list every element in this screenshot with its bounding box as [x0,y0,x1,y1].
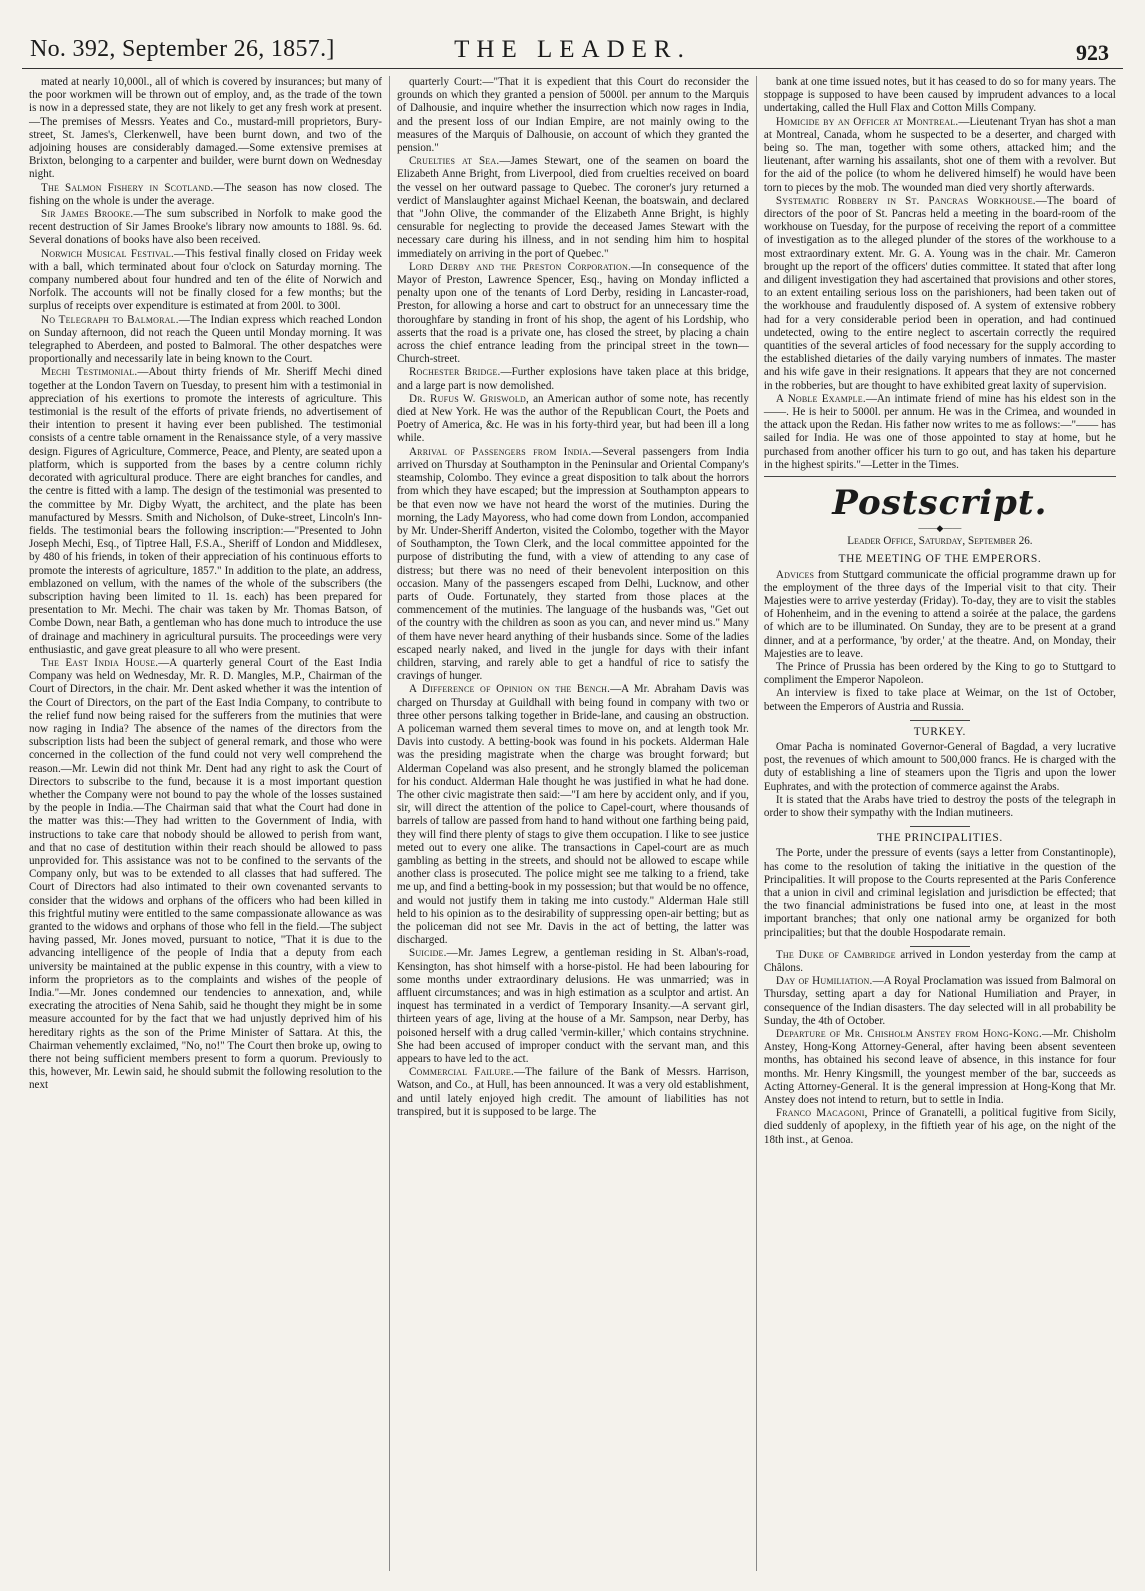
article-lead: The East India House. [41,656,159,669]
article-paragraph [764,794,1116,820]
article-paragraph [29,657,382,1093]
article-lead: Departure of Mr. Chisholm Anstey from Hong-Kong. [775,1028,1042,1040]
article-text: —In consequence of the Mayor of Preston, Lawrence Spencer, Esq., having on Monday inflicted a penalty upon one of the tenants of Lord Derby, residing in Lancaster-road, Preston, for allowing a horse and cart to obstruct for an unnecessary time the thoroughfare by standing in front of his shop, the agent of his Lordship, who asserts that the road is a private one, has closed the street, by placing a chain across the chief entrance leading from the principal street in the town—Church-street. [396,260,749,366]
article-text: mated at nearly 10,000l., all of which is covered by insurances; but many of the poor workmen will be thrown out of employ, and, as the trade of the town is now in a depressed state, they are not likely to get any fresh work at present.—The premises of Messrs. Yeates and Co., mustard-mill proprietors, Bury-street, St. James's, Clerkenwell, have been burnt down, and two of the adjoining houses are considerably damaged.—Some extensive premises at Brixton, belonging to a carpenter and builder, were burnt down on Wednesday night. [29,76,382,181]
article-text: —A quarterly general Court of the East India Company was held on Wednesday, Mr. R. D. Mangles, M.P., Chairman of the Court of Directors, in the chair. Mr. Dent asked whether it was the intention of the Court of Directors, on the part of the East India Company, to contribute to the relief fund now being raised for the sufferers from the mutinies that were now raging in India? The absence of the names of the directors from the subscription lists had been the subject of general remark, and those who were concerned in the collection of the fund could not very well comprehend the reason.—Mr. Lewin did not think Mr. Dent had any right to ask the Court of Directors to subscribe to the fund, because it is a most important question whether the Company were not bound to pay the whole of the losses sustained by the people in India.—The Chairman said that what the Court had done in the matter was this:—They had written to the Government of India, with instructions to take care that nobody should be allowed to perish from want, and that no case of destitution within their reach should be allowed to pass unprovided for. This assistance was not to be confined to the servants of the Company only, but was to be extended to all classes that had suffered. The Court of Directors had also intimated to their own covenanted servants to consider that the widows and orphans of the officers who had been killed in this frightful mutiny were entitled to the same compassionate allowance as was granted to the widows and orphans of those who fell in the field.—The subject having passed, Mr. Jones moved, pursuant to notice, "That it is due to the advancing intelligence of the people of India that a deputy from each university be maintained at the public expense in this country, with a view to inform the proprietors as to the complaints and wishes of the people of India."—Mr. Jones condemned our tendencies to annexation, and, while execrating the atrocities of Nena Sahib, said he thought they might be in some measure accounted for by the fact that we had unjustly deprived him of his hereditary rights as the son of the Prime Minister of Sattara. At this, the Chairman vehemently exclaimed, "No, no!" The Court then broke up, owing to there not being sufficient members present to form a quorum. Previously to this, however, Mr. Lewin said, he should submit the following resolution to the next [29,656,382,1092]
article-text: The Prince of Prussia has been ordered by the King to go to Stuttgard to compliment the Emperor Napoleon. [763,660,1116,687]
article-lead: Suicide. [408,947,447,960]
column-3-end-articles [764,949,1116,1147]
article-text: —An intimate friend of mine has his eldest son in the ——. He is heir to 5000l. per annum. He was in the Crimea, and wounded in the attack upon the Redan. His father now writes to me as follows:—"—— has sailed for India. He was one of those appointed to stay at home, but he purchased from another officer his turn to go out, and has taken his departure in the highest spirits."—Letter in the Times. [763,392,1116,471]
article-lead: Lord Derby and the Preston Corporation. [408,260,631,273]
ornament-icon: ——◆—— [918,523,962,534]
article-paragraph [764,1107,1116,1147]
article-text: —The board of directors of the poor of St. Pancras held a meeting in the board-room of the workhouse on Tuesday, for the purpose of receiving the report of a committee of investigation as to the alleged plunder of the stores of the workhouse to a most extraordinary extent. Mr. G. A. Young was in the chair. Mr. Cameron brought up the report of the officers' duties committee. It stated that after long and diligent investigation they had ascertained that provisions and other stores, to an extent entailing serious loss on the parishioners, had been taken out of the workhouse and fraudulently disposed of. A system of extensive robbery had for a very considerable period been in operation, and had continued undetected, owing to the entire neglect to ascertain correctly the required quantities of the several articles of food necessary for the supply according to the established dietaries of the daily varying numbers of inmates. The master and his wife gave in their resignations. It appears that they are not concerned in the robberies, but are thought to have exhibited great laxity of supervision. [763,194,1116,392]
article-lead: A Noble Example. [775,392,866,405]
article-paragraph [397,1066,749,1119]
article-lead: Homicide by an Officer at Montreal. [775,115,959,128]
article-lead: No Telegraph to Balmoral. [41,313,179,326]
column-1-articles [29,76,382,1093]
column-3-articles [764,76,1116,472]
article-paragraph [764,1028,1116,1107]
article-lead: Mechi Testimonial. [41,366,138,379]
article-paragraph [29,366,382,656]
article-text: —Lieutenant Tryan has shot a man at Montreal, Canada, whom he suspected to be a deserter, and charged with being so. The man, together with some others, attacked him; and the lieutenant, after warning his assailants, shot one of them with a revolver. But for the aid of the police (to whom he delivered himself) he would have been torn to pieces by the mob. The wounded man died very shortly afterwards. [763,115,1116,194]
article-paragraph [764,76,1116,116]
article-paragraph [764,393,1116,472]
section-divider [764,476,1116,477]
article-text: —Mr. James Legrew, a gentleman residing in St. Alban's-road, Kensington, has shot himself with a horse-pistol. He had been labouring for some months under extraordinary delusions. He was unmarried; was in affluent circumstances; and was in high estimation as a sculptor and artist. An inquest has terminated in a verdict of Temporary Insanity.—A servant girl, thirteen years of age, living at the house of a Mr. Sampson, near Derby, has poisoned herself with a drug called 'vermin-killer,' which contains strychnine. She had been accused of improper conduct with the servant man, and this appears to have led to the act. [396,947,749,1066]
article-text: —This festival finally closed on Friday week with a ball, which terminated about four o'clock on Saturday morning. The company numbered about four hundred and ten of the élite of Norwich and Norfolk. The accounts will not be finally closed for a few months; but the surplus of receipts over expenditure is estimated at from 200l. to 300l. [29,247,382,313]
article-text: —James Stewart, one of the seamen on board the Elizabeth Anne Bright, from Liverpool, died from cruelties received on board the vessel on her outward passage to Quebec. The coroner's jury returned a verdict of Manslaughter against Michael Keenan, the boatswain, and declared that "John Olive, the commander of the Elizabeth Anne Bright, is highly censurable for neglecting to provide the deceased James Stewart with the necessary care during his illness, and in not sending him him to hospital immediately on arriving in the port of Quebec." [396,155,749,260]
turkey-heading: TURKEY. [913,725,966,738]
emperors-heading: THE MEETING OF THE EMPERORS. [838,553,1042,566]
article-paragraph [397,446,749,684]
masthead [22,20,1123,69]
emperors-articles [764,569,1116,714]
short-divider [910,946,970,947]
article-paragraph [29,314,382,367]
principalities-articles [764,847,1116,939]
postscript-dateline: Leader Office, Saturday, September 26. [847,535,1033,548]
article-text: —A Mr. Abraham Davis was charged on Thursday at Guildhall with being found in company with two or three other persons talking together in Bride-lane, and causing an obstruction. A policeman warned them several times to move on, and at length took Mr. Davis into custody. A betting-book was found in his pockets. Alderman Hale was the presiding magistrate when the charge was brought forward; but Alderman Copeland was also present, and he strongly blamed the policeman for his conduct. Alderman Hale thought he was justified in what he had done. The other civic magistrate then said:—"I am here by accident only, and if you, sir, will direct the attention of the police to Capel-court, where thousands of barrels of tallow are passed from hand to hand without one farthing being paid, they will find there plenty of stags to give them occupation. I like to see justice meted out to every one alike. The transactions in Capel-court are as much gambling as betting in the streets, and should not be allowed to escape while another class is prosecuted. The police might see me talking to a friend, take me up, and find a betting-book in my possession; but that would be no offence, and would not justify them in taking me into custody." Alderman Hale still held to his opinion as to the desirability of suppressing open-air betting; but as the policeman did not see Mr. Davis in the act of betting, the latter was discharged. [396,683,749,947]
article-paragraph [764,195,1116,393]
article-lead: Advices [775,568,815,581]
article-paragraph [29,208,382,248]
article-text: —Further explosions have taken place at this bridge, and a large part is now demolished. [396,366,749,392]
article-paragraph [29,248,382,314]
article-paragraph [397,261,749,367]
article-text: —A Royal Proclamation was issued from Balmoral on Thursday, setting apart a day for National Humiliation and Prayer, in consequence of the Indian disasters. The day selected will in all probability be Sunday, the 4th of October. [763,975,1116,1027]
article-text: An interview is fixed to take place at Weimar, on the 1st of October, between the Emperors of Austria and Russia. [763,687,1116,713]
article-paragraph [764,116,1116,195]
turkey-articles [764,741,1116,820]
article-paragraph [764,569,1116,661]
article-paragraph [397,683,749,947]
article-text: Prince of Granatelli, a political fugitive from Sicily, died suddenly of apoplexy, in the fiftieth year of his age, on the night of the 18th inst., at Genoa. [763,1107,1116,1146]
column-3 [756,76,1123,1571]
page-number: 923 [1076,40,1109,65]
article-paragraph [764,741,1116,794]
article-text: —Several passengers from India arrived on Thursday at Southampton in the Peninsular and Oriental Company's steamship, Colombo. They evince a great disposition to talk about the horrors from which they have escaped; but the impression at Southampton appears to be that even now we have not heard the worst of the mutinies. During the morning, the Lady Mayoress, who had come down from London, accompanied by Mr. Under-Sheriff Anderton, visited the Colombo, together with the Mayor of Southampton, the Town Clerk, and the local committee appointed for the purpose of distributing the fund, with a view of attending to any case of distress; but there was no need of their benevolent interposition on this occasion. Many of the passengers escaped from Delhi, Lucknow, and other parts of Oude. Fortunately, they started from those places at the commencement of the mutinies. The language of the husbands was, "Get out of the country with the children as soon as you can, and never mind us." Many of them have never heard anything of their husbands since. Some of the ladies escaped nearly naked, and lived in the jungle for days with their infant children, starving, and rarely able to get a handful of rice to satisfy the cravings of hunger. [396,445,749,683]
article-paragraph [397,366,749,392]
article-paragraph [764,975,1116,1028]
article-text: an American author of some note, has recently died at New York. He was the author of the Republican Court, the Poets and Poetry of America, &c. He was in his forty-third year, but had been ill a long while. [396,392,749,445]
article-lead: A Difference of Opinion on the Bench. [408,683,611,696]
article-paragraph [29,182,382,208]
article-paragraph [397,393,749,446]
article-text: —The failure of the Bank of Messrs. Harrison, Watson, and Co., at Hull, has been announced. It was a very old establishment, and until lately enjoyed high credit. The amount of liabilities has not transpired, but it is supposed to be large. The [396,1066,749,1118]
columns [22,76,1123,1571]
article-lead: Arrival of Passengers from India. [408,445,592,458]
column-2 [389,76,756,1571]
article-text: —The sum subscribed in Norfolk to make good the recent destruction of Sir James Brooke's library now amounts to 188l. 9s. 6d. Several donations of books have also been received. [29,208,382,247]
principalities-heading: THE PRINCIPALITIES. [876,832,1003,845]
article-lead: The Salmon Fishery in Scotland. [41,181,214,194]
article-lead: Systematic Robbery in St. Pancras Workhouse. [775,194,1036,207]
article-text: It is stated that the Arabs have tried to destroy the posts of the telegraph in order to show their sympathy with the Indian mutineers. [763,793,1116,819]
postscript-title: Postscript. [832,483,1048,524]
article-lead: Dr. Rufus W. Griswold, [408,392,529,405]
article-text: from Stuttgard communicate the official programme drawn up for the employment of the three days of the Imperial visit to that city. Their Majesties were to arrive yesterday (Friday). To-day, they are to visit the stables of Hohenheim, and in the evening to attend a soirée at the palace, the gardens of which are to be illuminated. On Sunday, they are to be present at a grand dinner, and at a performance, 'by order,' at the theatre. And, on Monday, their Majesties are to leave. [763,568,1116,660]
issue-dateline: No. 392, September 26, 1857.] [30,36,335,62]
article-lead: Franco Macagoni, [775,1107,868,1120]
article-paragraph [397,76,749,155]
short-divider [910,826,970,827]
article-lead: Sir James Brooke. [41,208,134,221]
article-text: Omar Pacha is nominated Governor-General of Bagdad, a very lucrative post, the revenues of which amount to 500,000 francs. He is charged with the duty of establishing a line of steamers upon the Tigris and upon the lower Euphrates, and with the protection of commerce against the Arabs. [763,740,1116,793]
short-divider [910,720,970,721]
article-paragraph [397,155,749,261]
article-paragraph [764,949,1116,975]
article-paragraph [764,661,1116,687]
column-1 [22,76,389,1571]
article-paragraph [764,687,1116,713]
article-lead: Cruelties at Sea. [408,155,500,168]
article-paragraph [29,76,382,182]
article-text: The Porte, under the pressure of events (says a letter from Constantinople), has come to the resolution of taking the initiative in the question of the Principalities. It will propose to the Courts represented at the Paris Conference that a union in civil and criminal legislation and jurisdiction be effected; that the two financial administrations be fused into one, at least in the most important branches; that only one national army be organized for both principalities; but that the double Hospodarate remain. [763,847,1116,939]
article-lead: Rochester Bridge. [408,366,501,379]
article-text: arrived in London yesterday from the camp at Châlons. [763,948,1116,974]
article-paragraph [397,947,749,1066]
article-text: —The season has now closed. The fishing on the whole is under the average. [29,181,382,207]
article-lead: Commercial Failure. [408,1066,514,1079]
article-lead: The Duke of Cambridge [775,948,896,961]
article-text: —About thirty friends of Mr. Sheriff Mechi dined together at the London Tavern on Tuesday, to present him with a testimonial in appreciation of his exertions to promote the interests of agriculture. This testimonial is the result of the efforts of private friends, no advertisement of their intention to present it having ever been published. The testimonial consists of a centre table ornament in the Renaissance style, of a very massive design. Figures of Agriculture, Commerce, Peace, and Plenty, are seated upon a platform, which is supported from the bases by a centre column richly decorated with agricultural produce. There are eight branches for candles, and the centre is fitted with a lamp. The design of the testimonial was presented to the committee by Mr. Digby Wyatt, the architect, and the plate has been manufactured by Messrs. Smith and Nicholson, of Duke-street, Lincoln's Inn-fields. The testimonial bears the following inscription:—"Presented to John Joseph Mechi, Esq., of Tiptree Hall, F.S.A., Sheriff of London and Middlesex, by 480 of his friends, in token of their appreciation of his continuous efforts to promote the interests of agriculture, 1857." In addition to the plate, an address, emblazoned on vellum, with the names of the whole of the subscribers (the subscription having been limited to 1l. 1s. each) has been prepared for presentation to Mr. Mechi. The chair was taken by Mr. Thomas Batson, of Combe Down, near Bath, a gentleman who has done much to introduce the use of drainage and machinery in agricultural pursuits. The proceedings were very enthusiastic, and gave great pleasure to all who were present. [29,366,382,656]
article-text: bank at one time issued notes, but it has ceased to do so for many years. The stoppage is supposed to have been caused by imprudent advances to a local undertaking, called the Hull Flax and Cotton Mills Company. [763,76,1116,115]
article-lead: Norwich Musical Festival. [41,247,174,260]
article-text: —Mr. Chisholm Anstey, Hong-Kong Attorney-General, after having been absent seventeen months, has obtained his second leave of absence, in this instance for four months. Mr. Henry Kingsmill, the youngest member of the bar, succeeds as Acting Attorney-General. It is the general impression at Hong-Kong that Mr. Anstey does not intend to return, but to settle in India. [763,1028,1116,1107]
newspaper-title: THE LEADER. [454,36,691,63]
article-text: —The Indian express which reached London on Sunday afternoon, did not reach the Queen until Monday morning. It was telegraphed to Aberdeen, and posted to Balmoral. The other despatches were proportionally and necessarily late in being known to the Court. [29,313,382,366]
article-paragraph [764,847,1116,939]
article-text: quarterly Court:—"That it is expedient that this Court do reconsider the grounds on which they granted a pension of 5000l. per annum to the Marquis of Dalhousie, and inquire whether the insurrection which now rages in India, and the present loss of our Indian Empire, are not mainly owing to the measures of the Marquis of Dalhousie, on account of which they granted the pension." [396,76,749,155]
article-lead: Day of Humiliation. [775,975,873,988]
column-2-articles [397,76,749,1119]
